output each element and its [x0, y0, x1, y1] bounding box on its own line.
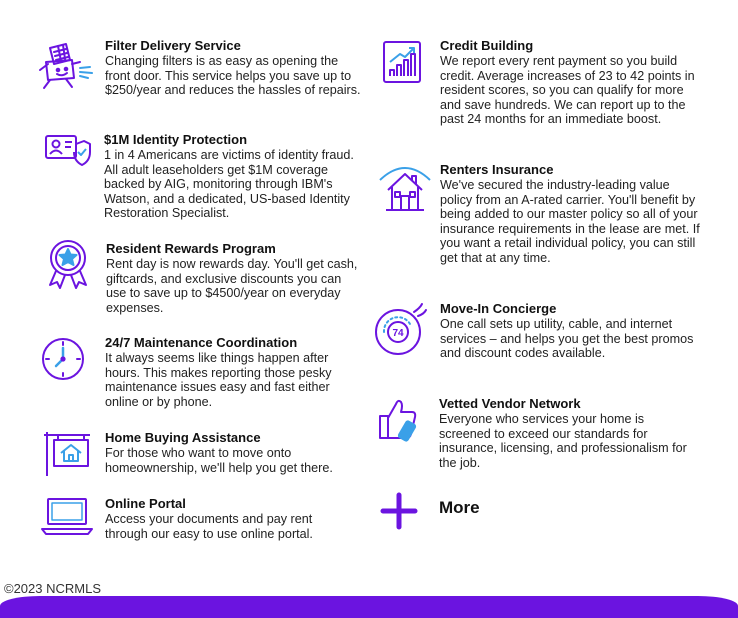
feature-description: We report every rent payment so you build credit. Average increases of 23 to 42 points in resident scores, so you can qualify for more and save hundreds. We can report up to the past 24 months for an immediate boost. — [440, 54, 695, 127]
clock-icon — [40, 336, 86, 382]
feature-description: Changing filters is as easy as opening the front door. This service helps you save up to $250/year and reduces the hassles of repairs. — [105, 54, 361, 98]
plus-icon[interactable] — [380, 492, 418, 530]
thermostat-icon — [372, 302, 428, 358]
footer-bar — [0, 596, 738, 618]
feature-title: Move-In Concierge — [440, 301, 557, 316]
thumbs-up-icon — [374, 396, 424, 444]
feature-title: 24/7 Maintenance Coordination — [105, 335, 298, 350]
feature-description: Everyone who services your home is screened to exceed our standards for insurance, licensing, and professionalism for the job. — [439, 412, 687, 470]
feature-description: One call sets up utility, cable, and internet services – and helps you get the best promos and discount codes available. — [440, 317, 694, 361]
copyright-text: ©2023 NCRMLS — [4, 581, 102, 596]
more-label[interactable]: More — [439, 498, 480, 517]
feature-description: Access your documents and pay rent through our easy to use online portal. — [105, 512, 313, 541]
feature-description: We've secured the industry-leading value policy from an A-rated carrier. You'll benefit by being added to our master policy so all of your insurance requirements in the lease are met. If you want a retail individual policy, you can still get that at any time. — [440, 178, 700, 265]
laptop-icon — [40, 496, 94, 536]
feature-title: Resident Rewards Program — [106, 241, 276, 256]
growth-chart-icon — [382, 40, 422, 84]
identity-card-shield-icon — [44, 130, 92, 170]
feature-title: Renters Insurance — [440, 162, 554, 177]
feature-title: Filter Delivery Service — [105, 38, 241, 53]
feature-title: Home Buying Assistance — [105, 430, 261, 445]
feature-title: $1M Identity Protection — [104, 132, 248, 147]
feature-description: Rent day is now rewards day. You'll get cash, giftcards, and exclusive discounts you can use to save up to $4500/year on everyday expenses. — [106, 257, 358, 315]
thermostat-value: 74 — [392, 328, 404, 339]
feature-title: Online Portal — [105, 496, 186, 511]
feature-description: For those who want to move onto homeownership, we'll help you get there. — [105, 446, 333, 475]
feature-title: Vetted Vendor Network — [439, 396, 581, 411]
filter-box-icon — [36, 40, 96, 92]
feature-description: It always seems like things happen after hours. This makes reporting those pesky maintenance issues easy and fast either online or by phone. — [105, 351, 332, 409]
house-sign-icon — [42, 430, 92, 478]
feature-title: Credit Building — [440, 38, 534, 53]
house-umbrella-icon — [376, 162, 434, 214]
feature-description: 1 in 4 Americans are victims of identity fraud. All adult leaseholders get $1M coverage backed by AIG, monitoring through IBM's Watson, and a dedicated, US-based Identity Restoration Specialist. — [104, 148, 354, 221]
award-ribbon-icon — [44, 238, 92, 290]
